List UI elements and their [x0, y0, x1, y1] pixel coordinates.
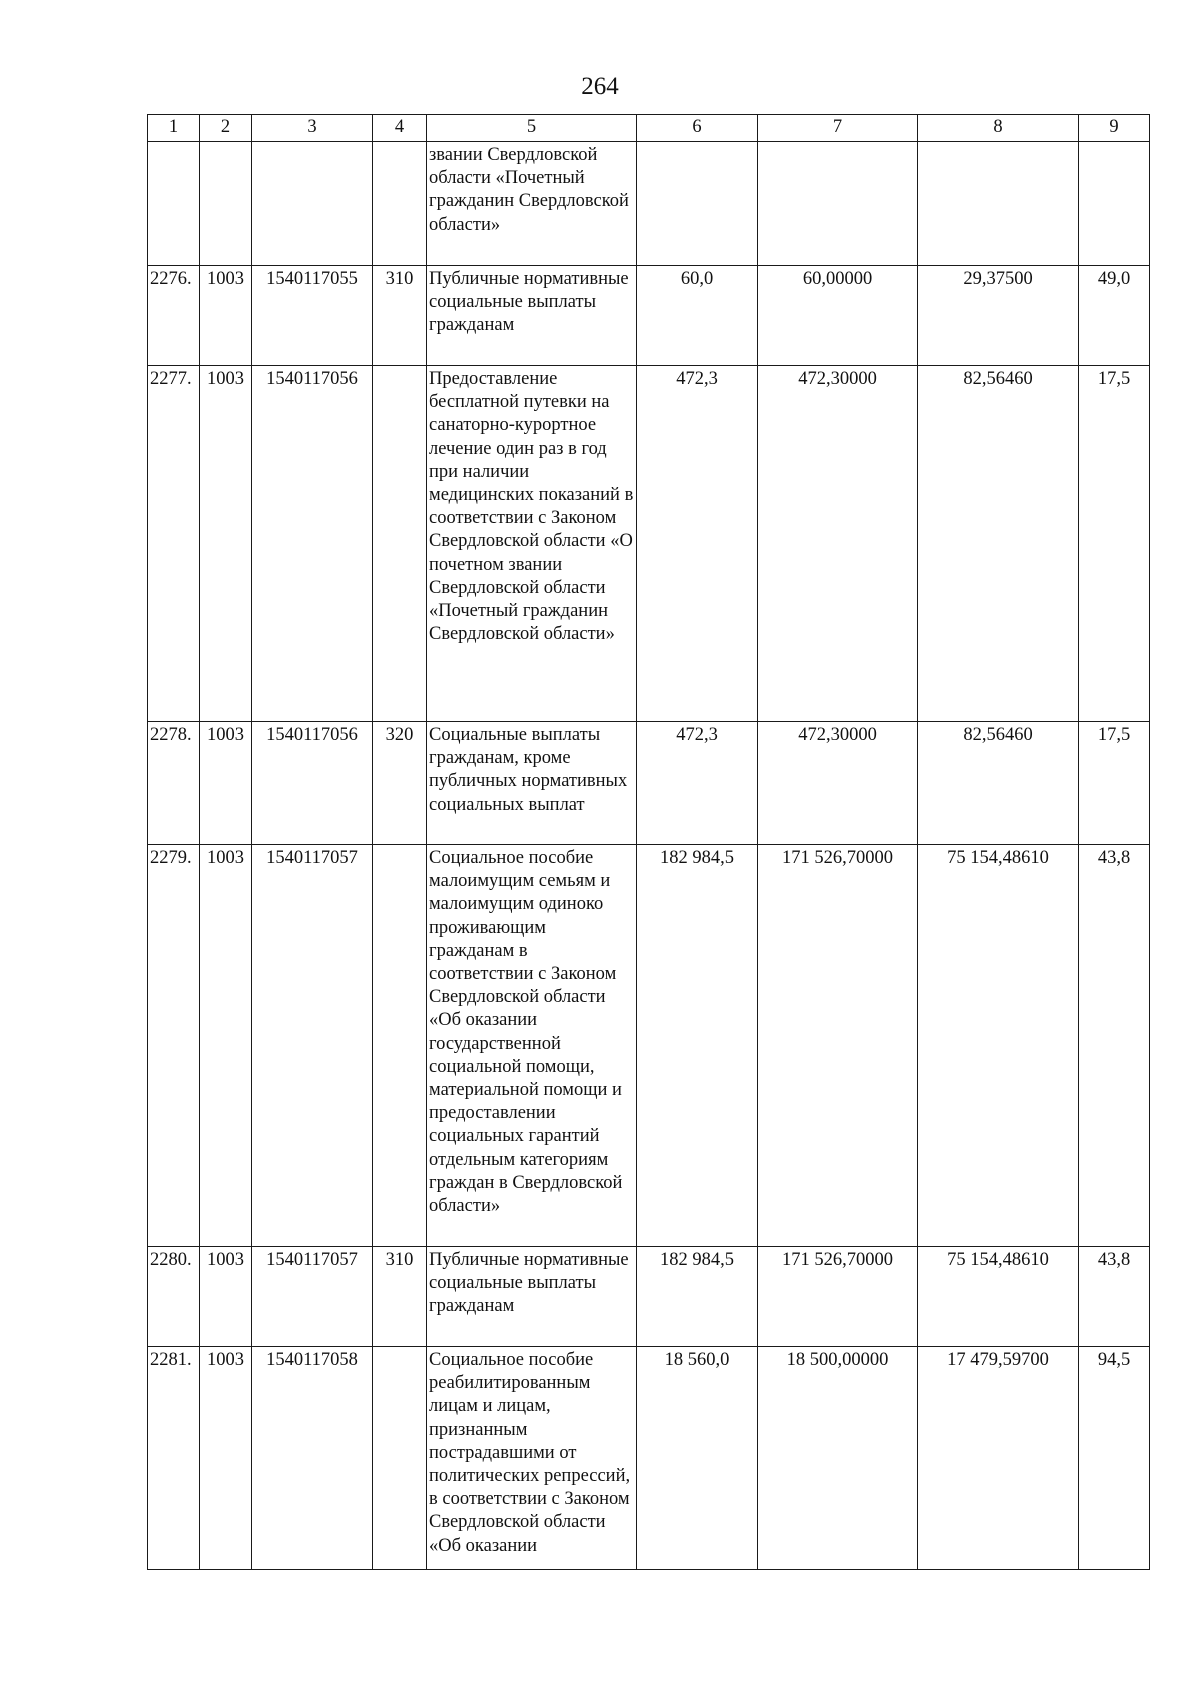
column-header: 2	[200, 115, 252, 142]
row-number-cell: 2277.	[148, 366, 200, 722]
column-header: 4	[373, 115, 427, 142]
expense-type-cell: 320	[373, 722, 427, 845]
section-code-cell: 1003	[200, 845, 252, 1247]
page-number: 264	[581, 73, 619, 100]
section-code-cell: 1003	[200, 266, 252, 366]
row-number-cell: 2280.	[148, 1247, 200, 1347]
target-code-cell: 1540117055	[252, 266, 373, 366]
column-header: 3	[252, 115, 373, 142]
column-header: 1	[148, 115, 200, 142]
target-code-cell: 1540117057	[252, 845, 373, 1247]
table-row	[148, 142, 1150, 266]
expense-type-cell	[373, 845, 427, 1247]
row-number-cell: 2281.	[148, 1347, 200, 1570]
plan-report-cell: 60,00000	[758, 266, 918, 366]
executed-cell: 17 479,59700	[918, 1347, 1079, 1570]
percent-cell: 43,8	[1079, 845, 1150, 1247]
table-row	[148, 845, 1150, 1247]
section-code-cell: 1003	[200, 1347, 252, 1570]
plan-report-cell: 472,30000	[758, 722, 918, 845]
expense-type-cell	[373, 1347, 427, 1570]
percent-cell: 17,5	[1079, 722, 1150, 845]
row-number-cell	[148, 142, 200, 266]
row-number-cell: 2278.	[148, 722, 200, 845]
column-header: 7	[758, 115, 918, 142]
plan-year-cell: 472,3	[637, 722, 758, 845]
section-code-cell: 1003	[200, 722, 252, 845]
plan-year-cell: 472,3	[637, 366, 758, 722]
executed-cell: 75 154,48610	[918, 1247, 1079, 1347]
budget-table	[147, 114, 1150, 1570]
table-row	[148, 1347, 1150, 1570]
description-cell: Публичные нормативные социальные выплаты гражданам	[427, 266, 637, 366]
percent-cell: 17,5	[1079, 366, 1150, 722]
target-code-cell: 1540117058	[252, 1347, 373, 1570]
column-header: 5	[427, 115, 637, 142]
expense-type-cell: 310	[373, 1247, 427, 1347]
table-row	[148, 1247, 1150, 1347]
description-cell: звании Свердловской области «Почетный гражданин Свердловской области»	[427, 142, 637, 266]
section-code-cell: 1003	[200, 1247, 252, 1347]
target-code-cell: 1540117057	[252, 1247, 373, 1347]
executed-cell	[918, 142, 1079, 266]
row-number-cell: 2279.	[148, 845, 200, 1247]
percent-cell	[1079, 142, 1150, 266]
plan-report-cell: 171 526,70000	[758, 1247, 918, 1347]
description-cell: Социальные выплаты гражданам, кроме публичных нормативных социальных выплат	[427, 722, 637, 845]
percent-cell: 43,8	[1079, 1247, 1150, 1347]
column-header: 9	[1079, 115, 1150, 142]
plan-report-cell	[758, 142, 918, 266]
plan-year-cell: 18 560,0	[637, 1347, 758, 1570]
plan-year-cell: 182 984,5	[637, 1247, 758, 1347]
expense-type-cell: 310	[373, 266, 427, 366]
plan-year-cell: 60,0	[637, 266, 758, 366]
target-code-cell: 1540117056	[252, 722, 373, 845]
section-code-cell	[200, 142, 252, 266]
expense-type-cell	[373, 366, 427, 722]
description-cell: Публичные нормативные социальные выплаты гражданам	[427, 1247, 637, 1347]
description-cell: Социальное пособие реабилитированным лицам и лицам, признанным пострадавшими от политических репрессий, в соответствии с Законом Свердловской области «Об оказании	[427, 1347, 637, 1570]
expense-type-cell	[373, 142, 427, 266]
percent-cell: 49,0	[1079, 266, 1150, 366]
plan-report-cell: 18 500,00000	[758, 1347, 918, 1570]
executed-cell: 75 154,48610	[918, 845, 1079, 1247]
plan-report-cell: 171 526,70000	[758, 845, 918, 1247]
plan-year-cell	[637, 142, 758, 266]
column-header: 6	[637, 115, 758, 142]
column-header: 8	[918, 115, 1079, 142]
table-row	[148, 266, 1150, 366]
target-code-cell: 1540117056	[252, 366, 373, 722]
table-row	[148, 366, 1150, 722]
executed-cell: 82,56460	[918, 366, 1079, 722]
table-row	[148, 722, 1150, 845]
section-code-cell: 1003	[200, 366, 252, 722]
executed-cell: 82,56460	[918, 722, 1079, 845]
description-cell: Социальное пособие малоимущим семьям и малоимущим одиноко проживающим гражданам в соответствии с Законом Свердловской области «Об оказании государственной социальной помощи, материальной помощи и предоставлении социальных гарантий отдельным категориям граждан в Свердловской области»	[427, 845, 637, 1247]
description-cell: Предоставление бесплатной путевки на санаторно-курортное лечение один раз в год при наличии медицинских показаний в соответствии с Законом Свердловской области «О почетном звании Свердловской области «Почетный гражданин Свердловской области»	[427, 366, 637, 722]
plan-report-cell: 472,30000	[758, 366, 918, 722]
target-code-cell	[252, 142, 373, 266]
executed-cell: 29,37500	[918, 266, 1079, 366]
header-row	[148, 115, 1150, 142]
percent-cell: 94,5	[1079, 1347, 1150, 1570]
plan-year-cell: 182 984,5	[637, 845, 758, 1247]
row-number-cell: 2276.	[148, 266, 200, 366]
